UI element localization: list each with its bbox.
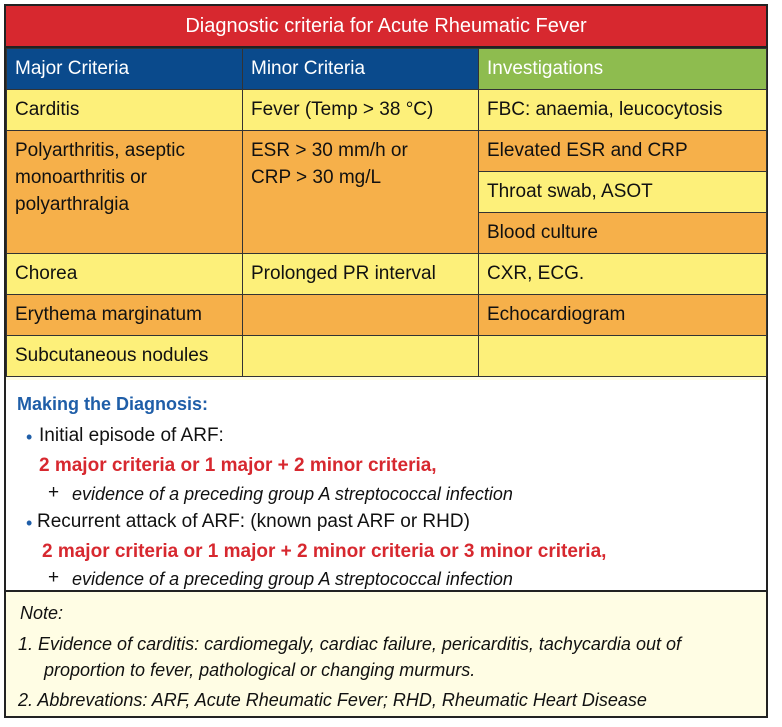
header-major: Major Criteria (7, 49, 243, 90)
minor-empty-1 (243, 295, 479, 336)
major-carditis: Carditis (7, 90, 243, 131)
initial-episode: Initial episode of ARF: (39, 425, 224, 446)
minor-esr-crp (243, 131, 479, 254)
polyarthritis-line-1: Polyarthritis, aseptic (15, 140, 186, 161)
recurrent-attack: Recurrent attack of ARF: (known past ARF or RHD) (37, 511, 470, 532)
major-nodules: Subcutaneous nodules (7, 336, 243, 377)
plus-icon: + (48, 567, 60, 588)
major-polyarthritis (7, 131, 243, 254)
esr-line-2: CRP > 30 mg/L (251, 167, 382, 188)
initial-criteria: 2 major criteria or 1 major + 2 minor criteria, (39, 455, 437, 476)
note-item-1-line-1: 1. Evidence of carditis: cardiomegaly, cardiac failure, pericarditis, tachycardia out of (18, 634, 681, 654)
notes-section (6, 592, 766, 716)
minor-pr-interval: Prolonged PR interval (243, 254, 479, 295)
bullet-icon: • (26, 513, 33, 533)
polyarthritis-line-3: polyarthralgia (15, 194, 130, 215)
inv-blood-culture: Blood culture (479, 213, 767, 254)
inv-cxr-ecg: CXR, ECG. (479, 254, 767, 295)
diagnosis-section (6, 380, 766, 592)
inv-throat-swab: Throat swab, ASOT (479, 172, 767, 213)
inv-fbc: FBC: anaemia, leucocytosis (479, 90, 767, 131)
recurrent-criteria: 2 major criteria or 1 major + 2 minor criteria or 3 minor criteria, (42, 541, 607, 562)
header-investigations: Investigations (479, 49, 767, 90)
arf-criteria-panel (4, 4, 768, 718)
bullet-icon: • (26, 427, 33, 447)
inv-echo: Echocardiogram (479, 295, 767, 336)
evidence-note-2: evidence of a preceding group A streptococcal infection (72, 569, 513, 589)
inv-empty (479, 336, 767, 377)
diagnosis-heading: Making the Diagnosis: (17, 394, 209, 414)
panel-title: Diagnostic criteria for Acute Rheumatic Fever (6, 6, 766, 48)
minor-fever: Fever (Temp > 38 °C) (243, 90, 479, 131)
header-minor: Minor Criteria (243, 49, 479, 90)
note-item-1-line-2: proportion to fever, pathological or changing murmurs. (44, 660, 476, 680)
minor-empty-2 (243, 336, 479, 377)
major-chorea: Chorea (7, 254, 243, 295)
note-item-2: 2. Abbrevations: ARF, Acute Rheumatic Fever; RHD, Rheumatic Heart Disease (18, 690, 647, 710)
major-erythema: Erythema marginatum (7, 295, 243, 336)
criteria-table (6, 48, 767, 377)
inv-esr-crp: Elevated ESR and CRP (479, 131, 767, 172)
polyarthritis-line-2: monoarthritis or (15, 167, 147, 188)
evidence-note-1: evidence of a preceding group A streptococcal infection (72, 484, 513, 504)
esr-line-1: ESR > 30 mm/h or (251, 140, 408, 161)
note-label: Note: (20, 603, 64, 623)
plus-icon: + (48, 482, 60, 503)
